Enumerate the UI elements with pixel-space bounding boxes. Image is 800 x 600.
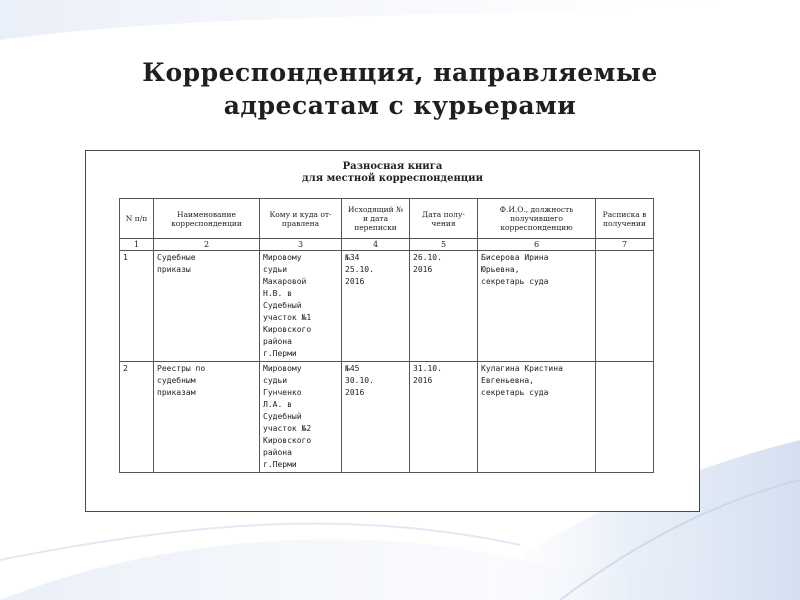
cell-line: приказам [157, 388, 196, 397]
cell-line: г.Перми [263, 349, 297, 358]
cell-line: Мировому [263, 253, 302, 262]
column-number: 2 [154, 239, 260, 251]
column-number-row [120, 239, 654, 251]
document-image [85, 150, 700, 512]
cell-line: 2016 [345, 388, 365, 397]
cell-line: приказы [157, 265, 191, 274]
column-header-receiver: Ф.И.О., должность получившего корреспонденцию [478, 199, 596, 239]
document-heading [86, 161, 699, 185]
cell-line: секретарь суда [481, 277, 549, 286]
cell-line: Судебные [157, 253, 196, 262]
cell-signature [596, 362, 654, 473]
cell-line: участок №2 [263, 424, 312, 433]
cell-number: 1 [120, 251, 154, 362]
cell-line: Кулагина Кристина [481, 364, 563, 373]
cell-line: Юрьевна, [481, 265, 520, 274]
column-header-outgoing: Исходящий № и дата переписки [342, 199, 410, 239]
table-row [120, 362, 654, 473]
cell-line: Кировского [263, 436, 312, 445]
column-header-name: Наименование корреспонденции [154, 199, 260, 239]
slide-title-line1: Корреспонденция, направляемые [142, 58, 658, 87]
cell-line: участок №1 [263, 313, 312, 322]
cell-line: Н.В. в [263, 289, 292, 298]
cell-line: Макаровой [263, 277, 307, 286]
column-header-signature: Расписка в получении [596, 199, 654, 239]
cell-received-date [410, 251, 478, 362]
cell-line: 26.10. [413, 253, 442, 262]
cell-receiver [478, 362, 596, 473]
cell-line: Мировому [263, 364, 302, 373]
cell-line: 2016 [413, 376, 433, 385]
cell-signature [596, 251, 654, 362]
cell-line: Евгеньевна, [481, 376, 534, 385]
cell-outgoing [342, 251, 410, 362]
document-heading-line2: для местной корреспонденции [301, 173, 483, 184]
column-number: 6 [478, 239, 596, 251]
cell-line: г.Перми [263, 460, 297, 469]
cell-receiver [478, 251, 596, 362]
cell-recipient [260, 251, 342, 362]
cell-line: судьи [263, 265, 288, 274]
cell-line: района [263, 337, 292, 346]
delivery-ledger-table [119, 198, 654, 473]
cell-name [154, 362, 260, 473]
cell-number: 2 [120, 362, 154, 473]
cell-line: Кировского [263, 325, 312, 334]
cell-line: Бисерова Ирина [481, 253, 549, 262]
cell-received-date [410, 362, 478, 473]
column-header-recipient: Кому и куда от-правлена [260, 199, 342, 239]
cell-line: 30.10. [345, 376, 374, 385]
document-heading-line1: Разносная книга [342, 161, 443, 172]
column-number: 1 [120, 239, 154, 251]
column-number: 5 [410, 239, 478, 251]
cell-line: судьи [263, 376, 288, 385]
cell-line: секретарь суда [481, 388, 549, 397]
column-header-received-date: Дата полу-чения [410, 199, 478, 239]
column-header-number: N п/п [120, 199, 154, 239]
cell-line: судебным [157, 376, 196, 385]
cell-line: 31.10. [413, 364, 442, 373]
cell-line: 2016 [413, 265, 433, 274]
cell-line: Реестры по [157, 364, 206, 373]
cell-recipient [260, 362, 342, 473]
cell-line: Л.А. в [263, 400, 292, 409]
cell-outgoing [342, 362, 410, 473]
cell-line: 2016 [345, 277, 365, 286]
column-number: 4 [342, 239, 410, 251]
table-header-row [120, 199, 654, 239]
cell-line: Судебный [263, 412, 302, 421]
slide-title-line2: адресатам с курьерами [223, 91, 577, 120]
cell-line: района [263, 448, 292, 457]
cell-name [154, 251, 260, 362]
cell-line: №45 [345, 364, 360, 373]
cell-line: Гунченко [263, 388, 302, 397]
column-number: 3 [260, 239, 342, 251]
cell-line: Судебный [263, 301, 302, 310]
slide-title [60, 56, 740, 122]
column-number: 7 [596, 239, 654, 251]
table-row [120, 251, 654, 362]
cell-line: 25.10. [345, 265, 374, 274]
cell-line: №34 [345, 253, 360, 262]
